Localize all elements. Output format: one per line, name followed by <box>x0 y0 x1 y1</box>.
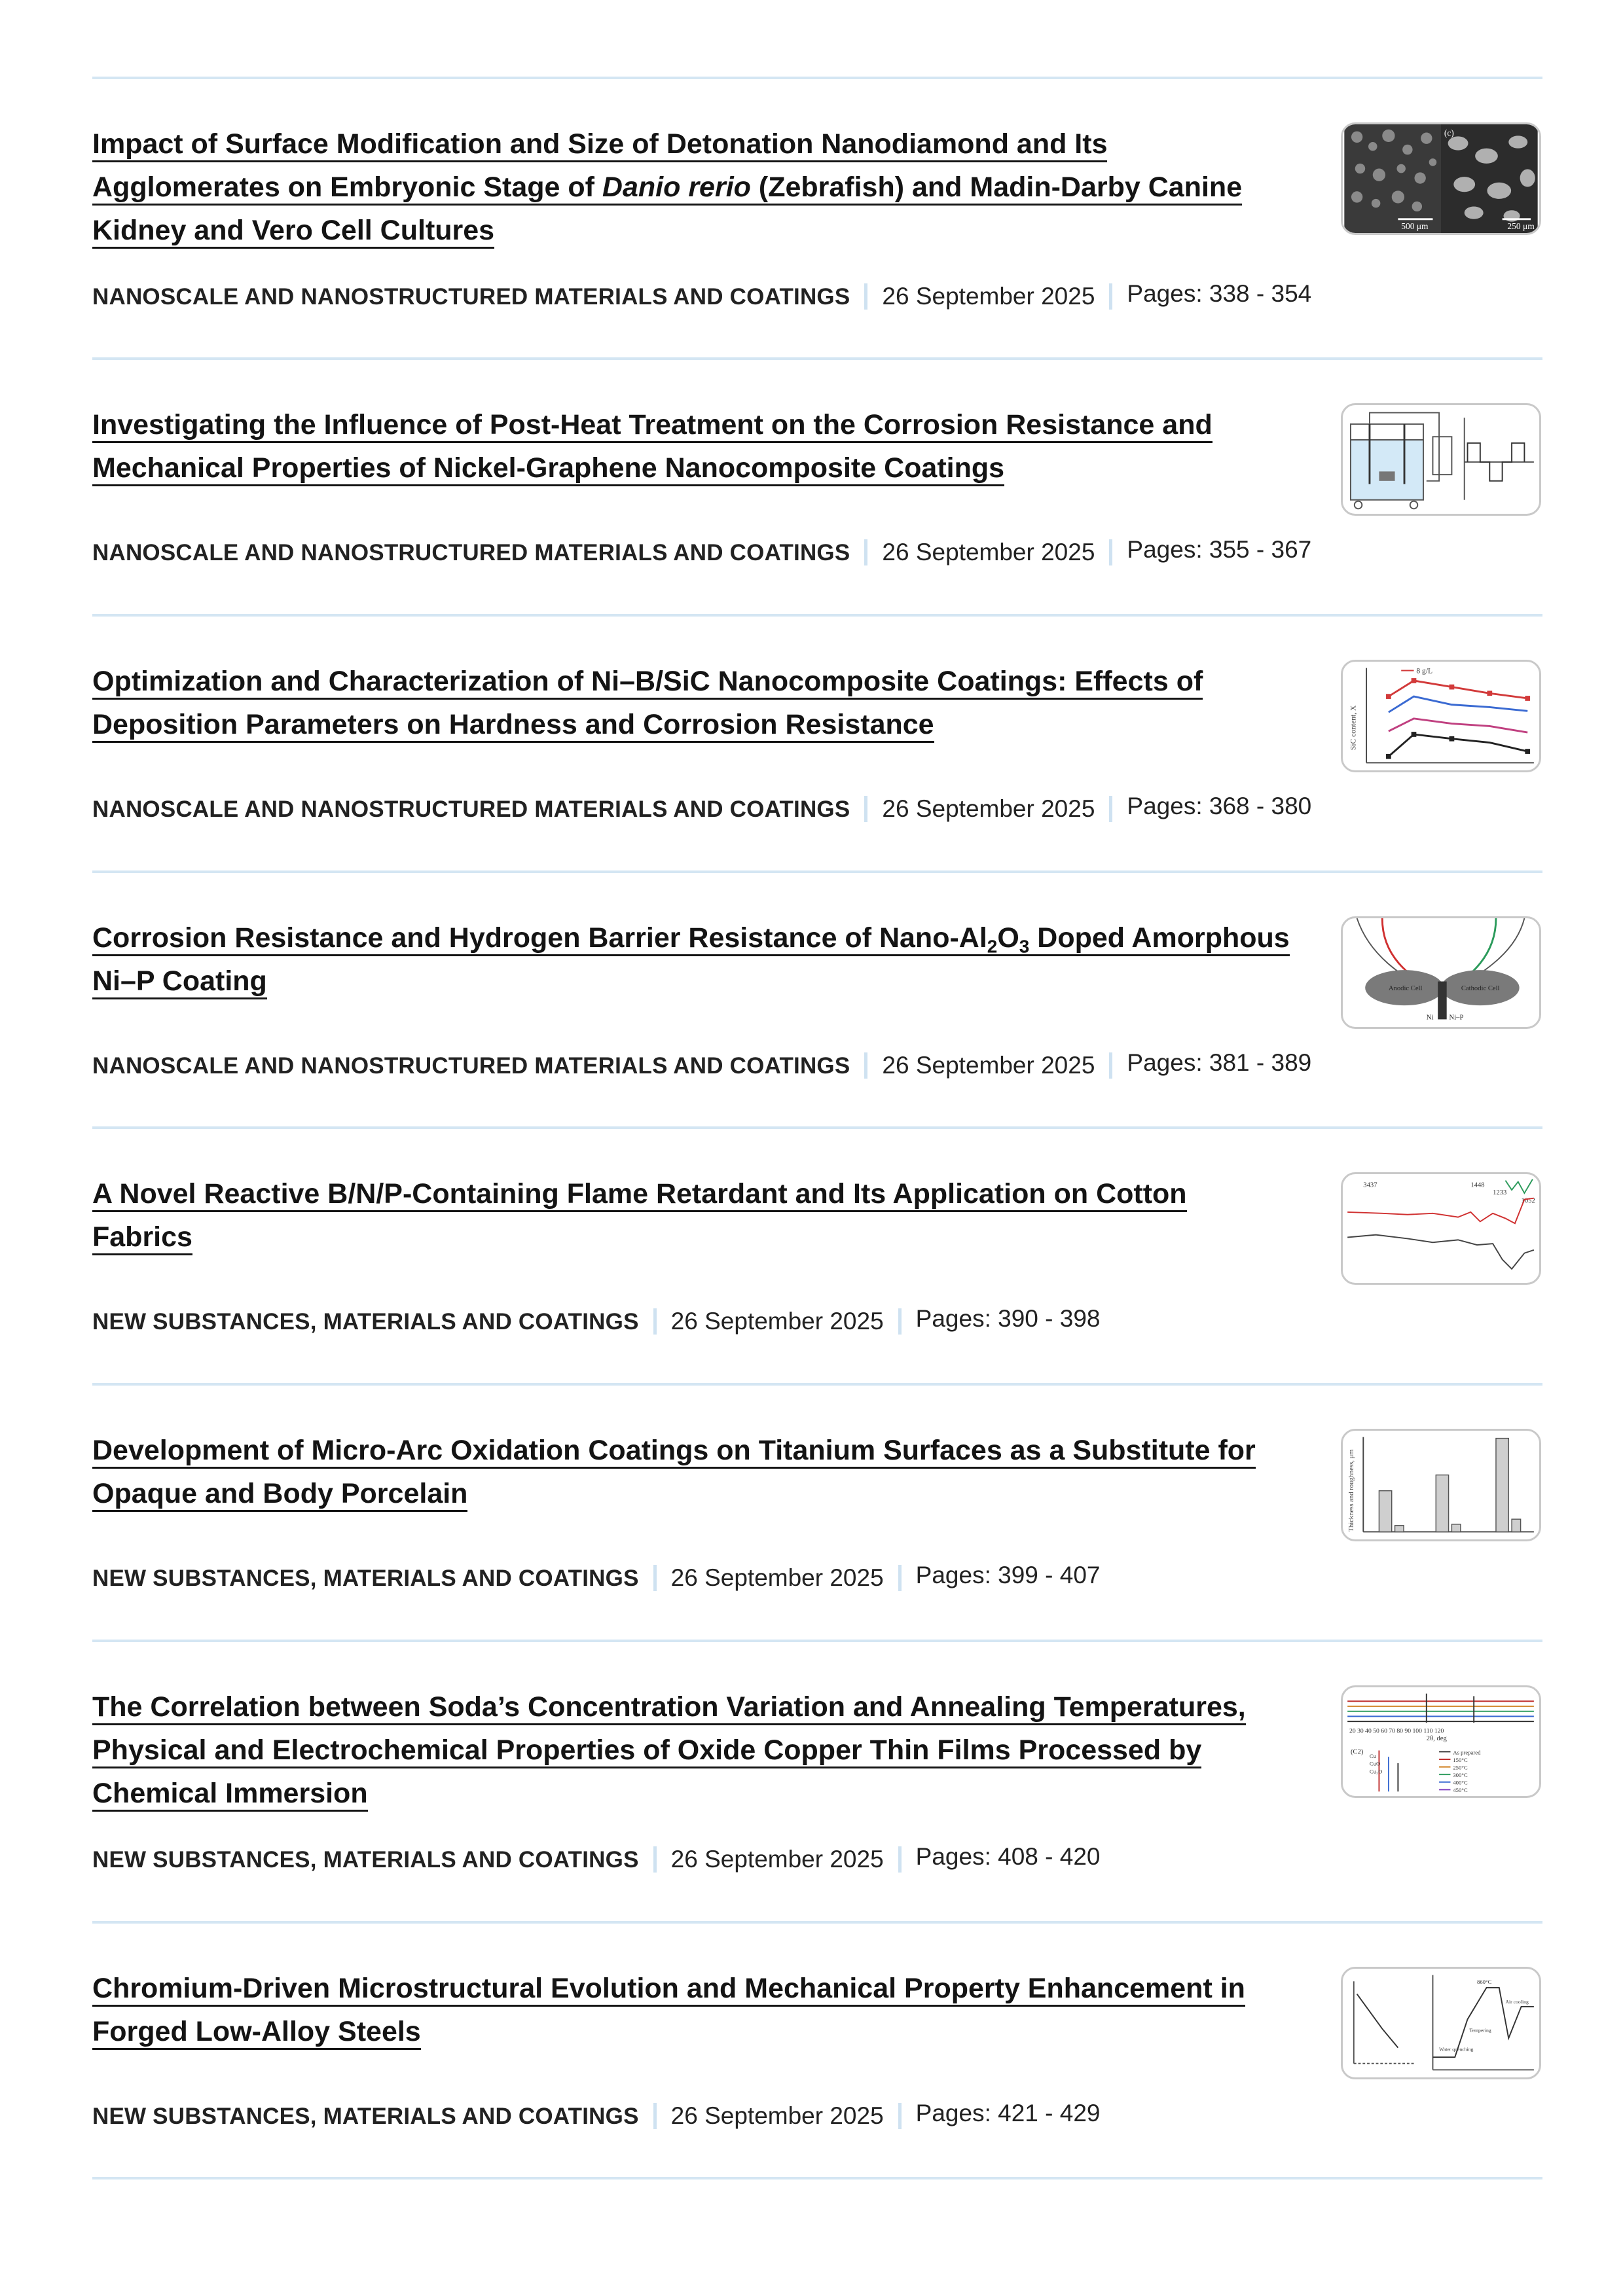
svg-text:Anodic Cell: Anodic Cell <box>1388 985 1423 993</box>
article-date: 26 September 2025 <box>882 283 1095 310</box>
svg-text:Water quenching: Water quenching <box>1439 2046 1474 2053</box>
svg-text:8 g/L: 8 g/L <box>1416 666 1433 675</box>
article-pages: Pages: 421 - 429 <box>915 2100 1101 2126</box>
article-title <box>92 1172 1290 1259</box>
divider <box>92 77 1542 79</box>
svg-text:Cu: Cu <box>1369 1753 1377 1760</box>
article-title-link[interactable]: Chromium-Driven Microstructural Evolution and Mechanical Property Enhancement in Forged Low-Alloy Steels <box>92 1973 1245 2050</box>
divider <box>92 1126 1542 1129</box>
electroplating-setup-diagram-thumbnail[interactable] <box>1341 403 1541 516</box>
article-title <box>92 1967 1290 2053</box>
article-section[interactable]: NANOSCALE AND NANOSTRUCTURED MATERIALS AND COATINGS <box>92 797 850 822</box>
article-pages: Pages: 355 - 367 <box>1127 536 1312 563</box>
article-title <box>92 660 1290 746</box>
svg-text:Tempering: Tempering <box>1469 2027 1491 2034</box>
meta-separator <box>653 1308 657 1335</box>
svg-text:(C2): (C2) <box>1350 1748 1364 1756</box>
article-title <box>92 1685 1290 1815</box>
svg-text:3437: 3437 <box>1363 1181 1377 1189</box>
svg-text:250°C: 250°C <box>1453 1764 1468 1771</box>
svg-text:SiC content, X: SiC content, X <box>1349 705 1358 751</box>
meta-separator <box>864 796 867 822</box>
meta-separator <box>898 1565 902 1591</box>
article-section[interactable]: NEW SUBSTANCES, MATERIALS AND COATINGS <box>92 2104 639 2129</box>
article-date: 26 September 2025 <box>670 1308 884 1335</box>
microscopy-image-thumbnail[interactable] <box>1341 122 1541 235</box>
svg-text:1448: 1448 <box>1470 1181 1485 1189</box>
svg-text:860°C: 860°C <box>1477 1979 1492 1986</box>
article-meta <box>92 1844 1100 1875</box>
svg-text:Air cooling: Air cooling <box>1505 1999 1529 2005</box>
article-meta <box>92 1563 1100 1594</box>
article-date: 26 September 2025 <box>882 795 1095 822</box>
meta-separator <box>1109 796 1112 822</box>
svg-text:20 30 40 50 60 70 80 90 100 11: 20 30 40 50 60 70 80 90 100 110 120 <box>1349 1727 1444 1735</box>
article-meta <box>92 794 1311 825</box>
svg-text:Ni: Ni <box>1426 1014 1434 1022</box>
svg-text:As prepared: As prepared <box>1453 1749 1481 1756</box>
meta-separator <box>864 283 867 310</box>
svg-text:150°C: 150°C <box>1453 1756 1468 1763</box>
svg-text:Cathodic Cell: Cathodic Cell <box>1461 985 1500 993</box>
article-title-link[interactable]: Optimization and Characterization of Ni–B/SiC Nanocomposite Coatings: Effects of Deposition Parameters on Hardness and Corrosion Resistance <box>92 666 1203 743</box>
meta-separator <box>898 1308 902 1335</box>
divider <box>92 1921 1542 1924</box>
article-meta <box>92 1306 1100 1337</box>
article-title-link[interactable]: A Novel Reactive B/N/P-Containing Flame Retardant and Its Application on Cotton Fabrics <box>92 1178 1187 1255</box>
svg-text:2θ, deg: 2θ, deg <box>1426 1735 1447 1743</box>
article-title-link[interactable]: Impact of Surface Modification and Size of Detonation Nanodiamond and Its Agglomerates on Embryonic Stage of Danio rerio (Zebrafish) and Madin-Darby Canine Kidney and Vero Cell Cultures <box>92 128 1242 249</box>
meta-separator <box>864 1052 867 1079</box>
article-pages: Pages: 381 - 389 <box>1127 1049 1312 1076</box>
article-section[interactable]: NANOSCALE AND NANOSTRUCTURED MATERIALS AND COATINGS <box>92 1053 850 1079</box>
article-meta <box>92 2101 1100 2132</box>
divider <box>92 357 1542 360</box>
article-section[interactable]: NEW SUBSTANCES, MATERIALS AND COATINGS <box>92 1847 639 1873</box>
svg-text:Cu₂O: Cu₂O <box>1369 1768 1383 1775</box>
svg-text:1233: 1233 <box>1493 1189 1507 1196</box>
article-section[interactable]: NEW SUBSTANCES, MATERIALS AND COATINGS <box>92 1309 639 1335</box>
meta-separator <box>1109 539 1112 565</box>
article-date: 26 September 2025 <box>670 1846 884 1873</box>
article-date: 26 September 2025 <box>670 2102 884 2129</box>
article-pages: Pages: 408 - 420 <box>915 1843 1101 1870</box>
divider <box>92 1640 1542 1642</box>
meta-separator <box>653 1565 657 1591</box>
article-title-link[interactable]: The Correlation between Soda’s Concentration Variation and Annealing Temperatures, Physical and Electrochemical Properties of Oxide Copper Thin Films Processed by Chemical Immersion <box>92 1691 1246 1812</box>
divider <box>92 2177 1542 2179</box>
meta-separator <box>898 2103 902 2129</box>
line-chart-thumbnail[interactable] <box>1341 660 1541 772</box>
heat-treatment-schedule-thumbnail[interactable] <box>1341 1967 1541 2079</box>
divider <box>92 614 1542 617</box>
bar-chart-thumbnail[interactable] <box>1341 1429 1541 1541</box>
article-date: 26 September 2025 <box>670 1564 884 1591</box>
article-section[interactable]: NANOSCALE AND NANOSTRUCTURED MATERIALS AND COATINGS <box>92 284 850 310</box>
meta-separator <box>864 539 867 565</box>
svg-text:300°C: 300°C <box>1453 1772 1468 1779</box>
svg-text:450°C: 450°C <box>1453 1787 1468 1794</box>
article-date: 26 September 2025 <box>882 1052 1095 1079</box>
divider <box>92 870 1542 873</box>
svg-text:500 μm: 500 μm <box>1401 221 1429 232</box>
article-title <box>92 916 1290 1003</box>
article-title <box>92 1429 1290 1515</box>
article-title-link[interactable]: Investigating the Influence of Post-Heat Treatment on the Corrosion Resistance and Mechanical Properties of Nickel-Graphene Nanocomposite Coatings <box>92 409 1213 486</box>
article-pages: Pages: 368 - 380 <box>1127 793 1312 819</box>
xrd-pattern-thumbnail[interactable] <box>1341 1685 1541 1798</box>
meta-separator <box>653 2103 657 2129</box>
divider <box>92 1383 1542 1386</box>
svg-text:(c): (c) <box>1444 128 1454 138</box>
article-meta <box>92 281 1311 312</box>
svg-text:Ni–P: Ni–P <box>1449 1014 1464 1022</box>
article-pages: Pages: 399 - 407 <box>915 1562 1101 1588</box>
meta-separator <box>1109 283 1112 310</box>
article-pages: Pages: 338 - 354 <box>1127 280 1312 307</box>
hydrogen-permeation-cell-diagram-thumbnail[interactable] <box>1341 916 1541 1029</box>
meta-separator <box>1109 1052 1112 1079</box>
spectrum-chart-thumbnail[interactable] <box>1341 1172 1541 1285</box>
article-title <box>92 122 1290 252</box>
article-meta <box>92 1050 1311 1081</box>
article-date: 26 September 2025 <box>882 539 1095 565</box>
article-section[interactable]: NANOSCALE AND NANOSTRUCTURED MATERIALS AND COATINGS <box>92 540 850 565</box>
svg-text:1052: 1052 <box>1521 1197 1535 1205</box>
article-title-link[interactable]: Corrosion Resistance and Hydrogen Barrier Resistance of Nano-$Al_2O_3$ Doped Amorphous Ni–P Coating <box>92 922 1290 999</box>
article-title <box>92 403 1290 490</box>
article-meta <box>92 537 1311 568</box>
article-pages: Pages: 390 - 398 <box>915 1305 1101 1332</box>
article-section[interactable]: NEW SUBSTANCES, MATERIALS AND COATINGS <box>92 1566 639 1591</box>
svg-text:400°C: 400°C <box>1453 1779 1468 1786</box>
article-title-link[interactable]: Development of Micro-Arc Oxidation Coatings on Titanium Surfaces as a Substitute for Opaque and Body Porcelain <box>92 1435 1256 1512</box>
meta-separator <box>898 1846 902 1873</box>
meta-separator <box>653 1846 657 1873</box>
svg-text:CuO: CuO <box>1369 1760 1381 1767</box>
svg-text:Thickness and roughness, μm: Thickness and roughness, μm <box>1347 1449 1355 1532</box>
svg-text:250 μm: 250 μm <box>1507 221 1535 232</box>
